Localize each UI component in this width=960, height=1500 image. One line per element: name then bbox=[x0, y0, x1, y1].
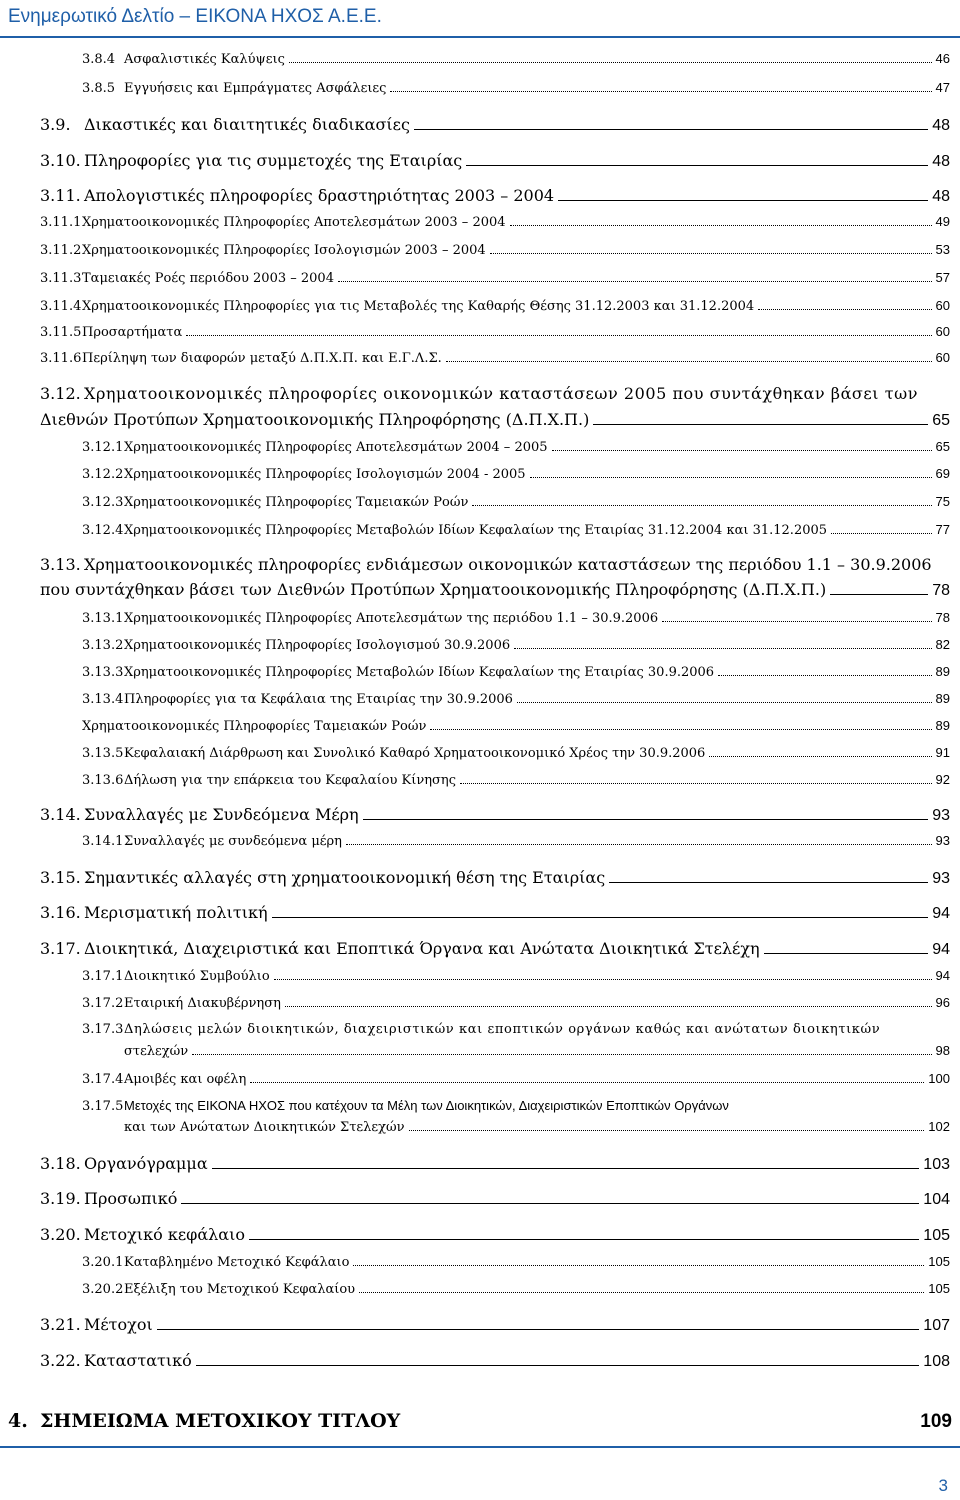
toc-entry-title: Δηλώσεις μελών διοικητικών, διαχειριστικών και εποπτικών οργάνων καθώς και ανώτατων διοικητικών bbox=[124, 1022, 881, 1037]
toc-entry-title: Διοικητικό Συμβούλιο bbox=[124, 969, 270, 984]
toc-entry-page: 53 bbox=[935, 242, 950, 257]
toc-entry[interactable] bbox=[40, 1351, 950, 1371]
toc-entry[interactable] bbox=[40, 903, 950, 923]
chapter-title: ΣΗΜΕΙΩΜΑ ΜΕΤΟΧΙΚΟΥ ΤΙΤΛΟΥ bbox=[40, 1410, 401, 1432]
dot-leader bbox=[490, 253, 932, 254]
header-divider bbox=[0, 36, 960, 38]
document-header bbox=[8, 6, 952, 34]
toc-entry[interactable] bbox=[40, 1154, 950, 1174]
dot-leader bbox=[517, 702, 932, 703]
toc-entry-number: 3.13.5 bbox=[82, 746, 124, 761]
toc-entry[interactable] bbox=[40, 115, 950, 135]
toc-entry-title: Διοικητικά, Διαχειριστικά και Εποπτικά Όργανα και Ανώτατα Διοικητικά Στελέχη bbox=[84, 939, 760, 958]
toc-entry-title: Ταμειακές Ροές περιόδου 2003 – 2004 bbox=[82, 271, 334, 286]
dot-leader bbox=[285, 1006, 932, 1007]
toc-entry-line bbox=[40, 410, 950, 430]
toc-entry-number: 3.11.3 bbox=[40, 271, 82, 286]
toc-entry-title-continued: στελεχών bbox=[124, 1044, 189, 1059]
toc-entry-number: 3.11.1 bbox=[40, 215, 82, 230]
toc-entry-number: 3.8.5 bbox=[82, 81, 116, 96]
line-leader bbox=[181, 1203, 919, 1204]
toc-entry-number: 3.17. bbox=[40, 939, 81, 958]
line-leader bbox=[764, 953, 929, 954]
toc-entry-page: 60 bbox=[935, 350, 950, 365]
toc-entry-title: Προσαρτήματα bbox=[82, 325, 183, 340]
line-leader bbox=[363, 819, 929, 820]
toc-entry-title: Μετοχικό κεφάλαιο bbox=[84, 1225, 245, 1244]
toc-entry-page: 105 bbox=[928, 1281, 950, 1296]
dot-leader bbox=[514, 648, 931, 649]
toc-entry[interactable] bbox=[82, 718, 950, 734]
toc-entry-title-continued: που συντάχθηκαν βάσει των Διεθνών Προτύπων Χρηματοοικονομικής Πληροφόρησης (Δ.Π.Χ.Π.) bbox=[40, 580, 827, 599]
toc-entry-page: 105 bbox=[923, 1227, 950, 1244]
dot-leader bbox=[530, 477, 932, 478]
toc-entry-number: 3.19. bbox=[40, 1189, 81, 1208]
line-leader bbox=[272, 917, 929, 918]
toc-entry-title: Πληροφορίες για τα Κεφάλαια της Εταιρίας την 30.9.2006 bbox=[124, 692, 513, 707]
toc-entry-number: 3.20.1 bbox=[82, 1255, 124, 1270]
toc-entry-title: Αμοιβές και οφέλη bbox=[124, 1072, 247, 1087]
dot-leader bbox=[460, 783, 932, 784]
toc-entry-line bbox=[82, 1098, 950, 1114]
line-leader bbox=[414, 129, 928, 130]
toc-entry-page: 48 bbox=[932, 117, 950, 134]
toc-entry-line bbox=[40, 555, 950, 574]
dot-leader bbox=[274, 979, 932, 980]
toc-entry-number: 3.13.1 bbox=[82, 611, 124, 626]
line-leader bbox=[212, 1168, 920, 1169]
toc-entry-page: 94 bbox=[932, 905, 950, 922]
toc-entry[interactable] bbox=[82, 80, 950, 96]
toc-entry[interactable] bbox=[82, 610, 950, 626]
toc-entry[interactable] bbox=[82, 772, 950, 788]
toc-entry-page: 94 bbox=[932, 941, 950, 958]
toc-entry-number: 3.14. bbox=[40, 805, 81, 824]
toc-entry-title-continued: και των Ανώτατων Διοικητικών Στελεχών bbox=[124, 1120, 405, 1135]
toc-entry-title: Χρηματοοικονομικές Πληροφορίες Ταμειακών Ροών bbox=[82, 719, 427, 734]
toc-entry-page: 69 bbox=[935, 466, 950, 481]
toc-entry-title: Χρηματοοικονομικές Πληροφορίες Μεταβολών Ιδίων Κεφαλαίων της Εταιρίας 30.9.2006 bbox=[124, 665, 715, 680]
toc-entry-number: 3.21. bbox=[40, 1315, 81, 1334]
toc-entry-number: 3.13.6 bbox=[82, 773, 124, 788]
toc-entry-page: 96 bbox=[935, 995, 950, 1010]
toc-entry[interactable] bbox=[82, 439, 950, 455]
toc-entry-page: 46 bbox=[935, 51, 950, 66]
dot-leader bbox=[430, 729, 931, 730]
toc-entry-title: Χρηματοοικονομικές Πληροφορίες Αποτελεσμάτων 2003 – 2004 bbox=[82, 215, 506, 230]
toc-entry-number: 3.17.4 bbox=[82, 1072, 124, 1087]
toc-entry-title: Χρηματοοικονομικές πληροφορίες ενδιάμεσων οικονομικών καταστάσεων της περιόδου 1.1 – 30.9.2006 bbox=[84, 555, 932, 574]
dot-leader bbox=[338, 281, 932, 282]
toc-entry-title: Απολογιστικές πληροφορίες δραστηριότητας 2003 – 2004 bbox=[84, 186, 555, 205]
toc-entry-page: 65 bbox=[932, 412, 950, 429]
toc-entry-number: 3.11.2 bbox=[40, 243, 82, 258]
toc-entry-page: 105 bbox=[928, 1254, 950, 1269]
toc-entry-number: 3.12.4 bbox=[82, 523, 124, 538]
toc-entry[interactable] bbox=[82, 664, 950, 680]
toc-entry[interactable] bbox=[40, 1189, 950, 1209]
toc-entry[interactable] bbox=[82, 51, 950, 67]
toc-entry[interactable] bbox=[82, 637, 950, 653]
toc-entry-page: 98 bbox=[935, 1043, 950, 1058]
toc-chapter-entry[interactable] bbox=[8, 1410, 952, 1433]
toc-entry-title: Χρηματοοικονομικές Πληροφορίες Αποτελεσμάτων της περιόδου 1.1 – 30.9.2006 bbox=[124, 611, 659, 626]
toc-entry-page: 77 bbox=[935, 522, 950, 537]
toc-entry-page: 102 bbox=[928, 1119, 950, 1134]
toc-entry-title: Χρηματοοικονομικές Πληροφορίες Μεταβολών Ιδίων Κεφαλαίων της Εταιρίας 31.12.2004 και 31.12.2005 bbox=[124, 523, 828, 538]
toc-entry-line bbox=[124, 1119, 950, 1135]
toc-entry-page: 94 bbox=[935, 968, 950, 983]
toc-entry-title: Περίληψη των διαφορών μεταξύ Δ.Π.Χ.Π. και Ε.Γ.Λ.Σ. bbox=[82, 351, 442, 366]
toc-entry[interactable] bbox=[40, 868, 950, 888]
toc-entry-title: Οργανόγραμμα bbox=[84, 1154, 208, 1173]
toc-entry-page: 48 bbox=[932, 153, 950, 170]
toc-entry-number: 3.13.2 bbox=[82, 638, 124, 653]
toc-entry-title: Εγγυήσεις και Εμπράγματες Ασφάλειες bbox=[124, 81, 387, 96]
toc-entry[interactable] bbox=[82, 745, 950, 761]
toc-entry[interactable] bbox=[0, 1022, 960, 1064]
toc-entry-title: Μέτοχοι bbox=[84, 1315, 153, 1334]
toc-entry-page: 78 bbox=[932, 582, 950, 599]
toc-entry-title: Κεφαλαιακή Διάρθρωση και Συνολικό Καθαρό Χρηματοοικονομικό Χρέος την 30.9.2006 bbox=[124, 746, 706, 761]
line-leader bbox=[249, 1239, 919, 1240]
toc-entry-title: Χρηματοοικονομικές Πληροφορίες Ισολογισμών 2003 – 2004 bbox=[82, 243, 486, 258]
toc-entry-title: Μετοχές της ΕΙΚΟΝΑ ΗΧΟΣ που κατέχουν τα Μέλη των Διοικητικών, Διαχειριστικών Εποπτικών Οργάνων bbox=[124, 1098, 729, 1113]
toc-entry[interactable] bbox=[82, 833, 950, 849]
toc-entry-title: Χρηματοοικονομικές Πληροφορίες Ταμειακών Ροών bbox=[124, 495, 469, 510]
toc-entry-title: Εξέλιξη του Μετοχικού Κεφαλαίου bbox=[124, 1282, 356, 1297]
toc-entry-number: 3.20.2 bbox=[82, 1282, 124, 1297]
toc-entry-number: 3.12.2 bbox=[82, 467, 124, 482]
toc-entry-number: 3.15. bbox=[40, 868, 81, 887]
line-leader bbox=[593, 424, 928, 425]
toc-entry[interactable] bbox=[40, 939, 950, 959]
footer-divider bbox=[0, 1446, 960, 1448]
toc-entry[interactable] bbox=[40, 1315, 950, 1335]
toc-entry-page: 93 bbox=[935, 833, 950, 848]
toc-entry-title: Χρηματοοικονομικές Πληροφορίες Ισολογισμών 2004 - 2005 bbox=[124, 467, 526, 482]
toc-entry-number: 3.12. bbox=[40, 384, 81, 403]
toc-entry-title: Συναλλαγές με Συνδεόμενα Μέρη bbox=[84, 805, 359, 824]
toc-entry-number: 3.13.4 bbox=[82, 692, 124, 707]
dot-leader bbox=[758, 309, 931, 310]
toc-entry-page: 93 bbox=[932, 807, 950, 824]
toc-entry-number: 3.12.1 bbox=[82, 440, 124, 455]
toc-entry-title: Δήλωση για την επάρκεια του Κεφαλαίου Κίνησης bbox=[124, 773, 456, 788]
toc-entry-title: Μερισματική πολιτική bbox=[84, 903, 268, 922]
toc-entry-number: 3.14.1 bbox=[82, 834, 124, 849]
toc-entry-page: 93 bbox=[932, 870, 950, 887]
toc-entry-title: Χρηματοοικονομικές Πληροφορίες για τις Μεταβολές της Καθαρής Θέσης 31.12.2003 και 31.12.2004 bbox=[82, 299, 755, 314]
toc-entry-page: 107 bbox=[923, 1317, 950, 1334]
toc-entry[interactable] bbox=[40, 1225, 950, 1245]
toc-entry-number: 3.13.3 bbox=[82, 665, 124, 680]
toc-entry-title: Εταιρική Διακυβέρνηση bbox=[124, 996, 281, 1011]
toc-entry[interactable] bbox=[82, 1281, 950, 1297]
toc-entry[interactable] bbox=[40, 270, 950, 286]
toc-entry-page: 103 bbox=[923, 1156, 950, 1173]
toc-entry[interactable] bbox=[82, 466, 950, 482]
toc-entry-title: Χρηματοοικονομικές Πληροφορίες Ισολογισμού 30.9.2006 bbox=[124, 638, 511, 653]
toc-entry[interactable] bbox=[40, 298, 950, 314]
dot-leader bbox=[472, 505, 931, 506]
toc-entry-page: 57 bbox=[935, 270, 950, 285]
toc-entry-title-continued: Διεθνών Προτύπων Χρηματοοικονομικής Πληροφόρησης (Δ.Π.Χ.Π.) bbox=[40, 410, 590, 429]
dot-leader bbox=[409, 1130, 925, 1131]
toc-entry-page: 89 bbox=[935, 718, 950, 733]
dot-leader bbox=[250, 1082, 924, 1083]
toc-entry-number: 3.11.4 bbox=[40, 299, 82, 314]
toc-entry[interactable] bbox=[82, 494, 950, 510]
line-leader bbox=[157, 1329, 920, 1330]
toc-entry-page: 48 bbox=[932, 188, 950, 205]
dot-leader bbox=[510, 225, 932, 226]
toc-entry-title: Σημαντικές αλλαγές στη χρηματοοικονομική θέση της Εταιρίας bbox=[84, 868, 606, 887]
line-leader bbox=[609, 882, 928, 883]
toc-entry-title: Συναλλαγές με συνδεόμενα μέρη bbox=[124, 834, 342, 849]
toc-entry-page: 91 bbox=[935, 745, 950, 760]
toc-entry-number: 3.18. bbox=[40, 1154, 81, 1173]
toc-entry-title: Δικαστικές και διαιτητικές διαδικασίες bbox=[84, 115, 410, 134]
toc-entry-line bbox=[40, 580, 950, 600]
toc-entry[interactable] bbox=[40, 324, 950, 340]
dot-leader bbox=[192, 1054, 931, 1055]
toc-entry-page: 60 bbox=[935, 324, 950, 339]
toc-entry[interactable] bbox=[0, 1098, 960, 1140]
toc-entry-number: 3.17.2 bbox=[82, 996, 124, 1011]
toc-entry-page: 65 bbox=[935, 439, 950, 454]
toc-entry-number: 3.16. bbox=[40, 903, 81, 922]
toc-entry-page: 104 bbox=[923, 1191, 950, 1208]
toc-entry[interactable] bbox=[82, 995, 950, 1011]
line-leader bbox=[196, 1365, 920, 1366]
toc-entry-line bbox=[124, 1043, 950, 1059]
toc-entry-title: Πληροφορίες για τις συμμετοχές της Εταιρίας bbox=[84, 151, 463, 170]
toc-entry-number: 3.10. bbox=[40, 151, 81, 170]
toc-entry[interactable] bbox=[82, 691, 950, 707]
toc-entry-page: 78 bbox=[935, 610, 950, 625]
toc-entry-number: 3.12.3 bbox=[82, 495, 124, 510]
dot-leader bbox=[346, 844, 932, 845]
toc-entry[interactable] bbox=[40, 151, 950, 171]
toc-entry-line bbox=[82, 1022, 950, 1037]
toc-entry[interactable] bbox=[40, 242, 950, 258]
toc-entry-number: 3.9. bbox=[40, 115, 71, 134]
toc-entry-title: Προσωπικό bbox=[84, 1189, 178, 1208]
dot-leader bbox=[718, 675, 931, 676]
dot-leader bbox=[446, 361, 932, 362]
toc-entry[interactable] bbox=[40, 186, 950, 206]
dot-leader bbox=[831, 533, 932, 534]
toc-entry[interactable] bbox=[82, 522, 950, 538]
dot-leader bbox=[552, 450, 932, 451]
toc-entry-page: 60 bbox=[935, 298, 950, 313]
line-leader bbox=[558, 200, 928, 201]
toc-entry-page: 89 bbox=[935, 691, 950, 706]
toc-entry-line bbox=[40, 384, 950, 403]
dot-leader bbox=[390, 91, 931, 92]
dot-leader bbox=[353, 1265, 924, 1266]
toc-entry-number: 3.11.5 bbox=[40, 325, 82, 340]
toc-entry-page: 49 bbox=[935, 214, 950, 229]
line-leader bbox=[466, 165, 928, 166]
toc-entry[interactable] bbox=[82, 1254, 950, 1270]
toc-entry-title: Χρηματοοικονομικές πληροφορίες οικονομικών καταστάσεων 2005 που συντάχθηκαν βάσει των bbox=[84, 384, 918, 403]
header-title: Ενημερωτικό Δελτίο – ΕΙΚΟΝΑ ΗΧΟΣ Α.Ε.Ε. bbox=[8, 6, 382, 27]
toc-entry-number: 3.20. bbox=[40, 1225, 81, 1244]
dot-leader bbox=[359, 1292, 924, 1293]
toc-entry-number: 3.17.3 bbox=[82, 1022, 124, 1037]
chapter-page: 109 bbox=[920, 1411, 952, 1432]
toc-entry-page: 92 bbox=[935, 772, 950, 787]
dot-leader bbox=[709, 756, 931, 757]
toc-entry[interactable] bbox=[0, 384, 960, 432]
chapter-number: 4. bbox=[8, 1410, 28, 1432]
toc-entry-number: 3.11.6 bbox=[40, 351, 82, 366]
page-number: 3 bbox=[938, 1476, 948, 1495]
dot-leader bbox=[186, 335, 931, 336]
toc-entry-number: 3.17.1 bbox=[82, 969, 124, 984]
toc-entry-page: 82 bbox=[935, 637, 950, 652]
toc-entry-page: 108 bbox=[923, 1353, 950, 1370]
toc-entry-number: 3.8.4 bbox=[82, 52, 116, 67]
line-leader bbox=[830, 594, 928, 595]
toc-entry[interactable] bbox=[82, 968, 950, 984]
toc-entry[interactable] bbox=[40, 350, 950, 366]
toc-entry[interactable] bbox=[82, 1071, 950, 1087]
toc-entry-title: Χρηματοοικονομικές Πληροφορίες Αποτελεσμάτων 2004 – 2005 bbox=[124, 440, 548, 455]
toc-entry-number: 3.11. bbox=[40, 186, 81, 205]
toc-entry-title: Καταστατικό bbox=[84, 1351, 192, 1370]
toc-entry[interactable] bbox=[40, 214, 950, 230]
toc-entry-number: 3.13. bbox=[40, 555, 81, 574]
toc-entry[interactable] bbox=[40, 805, 950, 825]
toc-entry-title: Καταβλημένο Μετοχικό Κεφάλαιο bbox=[124, 1255, 350, 1270]
toc-entry[interactable] bbox=[0, 555, 960, 603]
toc-entry-number: 3.22. bbox=[40, 1351, 81, 1370]
toc-entry-page: 100 bbox=[928, 1071, 950, 1086]
dot-leader bbox=[662, 621, 931, 622]
dot-leader bbox=[289, 62, 932, 63]
toc-entry-title: Ασφαλιστικές Καλύψεις bbox=[124, 52, 285, 67]
toc-entry-page: 47 bbox=[935, 80, 950, 95]
toc-entry-page: 75 bbox=[935, 494, 950, 509]
toc-entry-page: 89 bbox=[935, 664, 950, 679]
toc-entry-number: 3.17.5 bbox=[82, 1099, 124, 1114]
